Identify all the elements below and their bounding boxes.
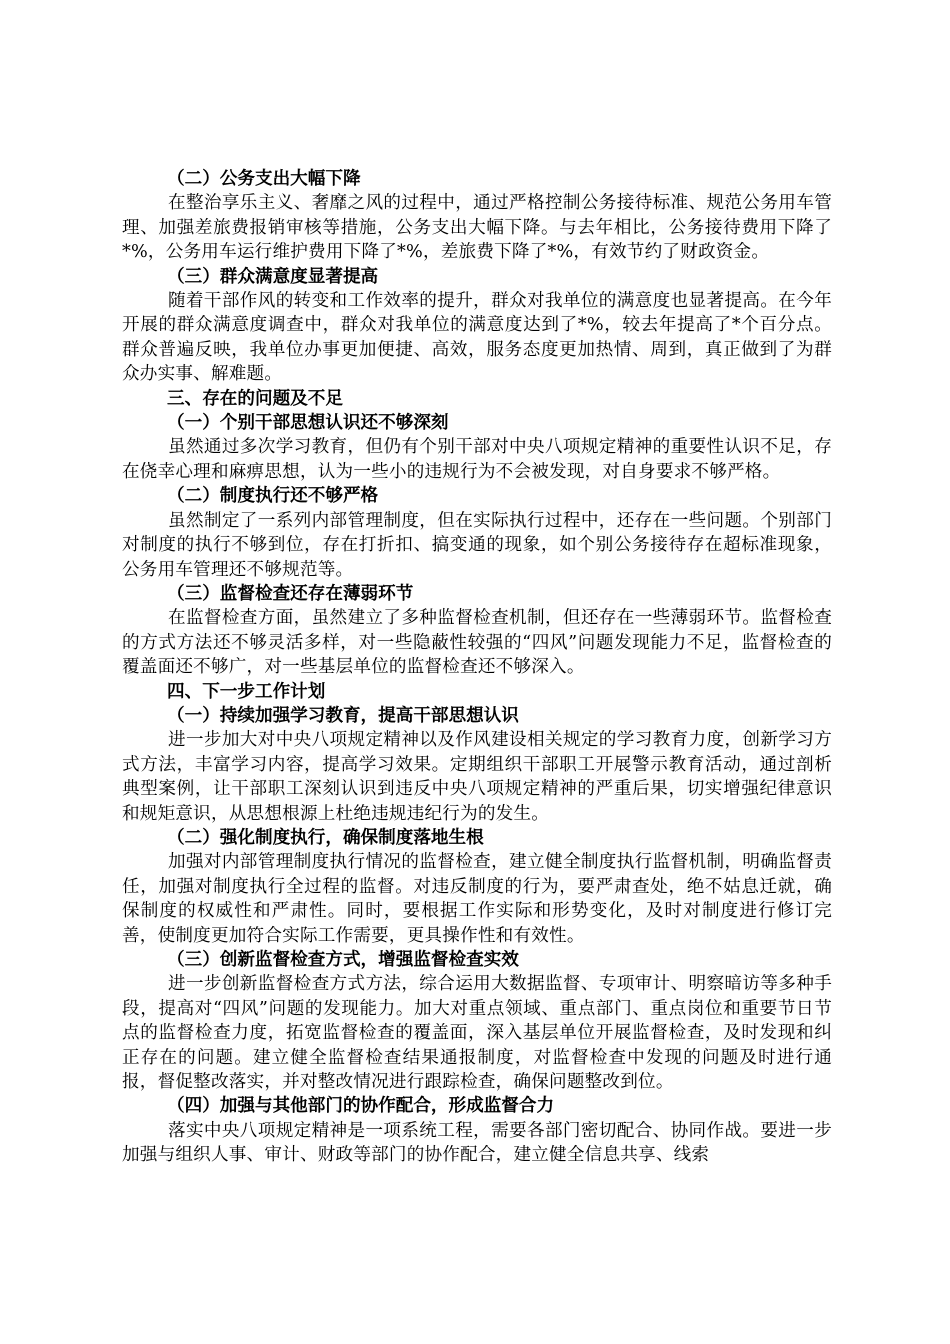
subheading: （一）持续加强学习教育，提高干部思想认识 (167, 704, 519, 726)
subheading: （一）个别干部思想认识还不够深刻 (167, 412, 449, 434)
section-heading: 三、存在的问题及不足 (167, 387, 343, 409)
subheading: （三）监督检查还存在薄弱环节 (167, 582, 414, 604)
paragraph: 落实中央八项规定精神是一项系统工程，需要各部门密切配合、协同作战。要进一步加强与组织人事、审计、财政等部门的协作配合，建立健全信息共享、线索 (122, 1120, 832, 1166)
paragraph: 虽然通过多次学习教育，但仍有个别干部对中央八项规定精神的重要性认识不足，存在侥幸心理和麻痹思想，认为一些小的违规行为不会被发现，对自身要求不够严格。 (122, 437, 832, 482)
paragraph: 加强对内部管理制度执行情况的监督检查，建立健全制度执行监督机制，明确监督责任，加强对制度执行全过程的监督。对违反制度的行为，要严肃查处，绝不姑息迁就，确保制度的权威性和严肃性。同时，要根据工作实际和形势变化，及时对制度进行修订完善，使制度更加符合实际工作需要，更具操作性和有效性。 (122, 852, 832, 946)
paragraph: 虽然制定了一系列内部管理制度，但在实际执行过程中，还存在一些问题。个别部门对制度的执行不够到位，存在打折扣、搞变通的现象，如个别公务接待存在超标准现象，公务用车管理还不够规范等。 (122, 510, 832, 580)
paragraph: 进一步创新监督检查方式方法，综合运用大数据监督、专项审计、明察暗访等多种手段，提高对“四风”问题的发现能力。加大对重点领域、重点部门、重点岗位和重要节日节点的监督检查力度，拓宽监督检查的覆盖面，深入基层单位开展监督检查，及时发现和纠正存在的问题。建立健全监督检查结果通报制度，对监督检查中发现的问题及时进行通报，督促整改落实，并对整改情况进行跟踪检查，确保问题整改到位。 (122, 974, 832, 1093)
paragraph: 进一步加大对中央八项规定精神以及作风建设相关规定的学习教育力度，创新学习方式方法，丰富学习内容，提高学习效果。定期组织干部职工开展警示教育活动，通过剖析典型案例，让干部职工深刻认识到违反中央八项规定精神的严重后果，切实增强纪律意识和规矩意识，从思想根源上杜绝违规违纪行为的发生。 (122, 730, 832, 824)
subheading: （四）加强与其他部门的协作配合，形成监督合力 (167, 1095, 555, 1117)
subheading: （三）群众满意度显著提高 (167, 265, 379, 287)
subheading: （二）制度执行还不够严格 (167, 485, 379, 507)
subheading: （二）强化制度执行，确保制度落地生根 (167, 826, 484, 848)
document-body (122, 167, 832, 1168)
subheading: （三）创新监督检查方式，增强监督检查实效 (167, 949, 519, 970)
section-heading: 四、下一步工作计划 (167, 680, 326, 702)
paragraph: 在整治享乐主义、奢靡之风的过程中，通过严格控制公务接待标准、规范公务用车管理、加强差旅费报销审核等措施，公务支出大幅下降。与去年相比，公务接待费用下降了*%，公务用车运行维护费用下降了*%，差旅费下降了*%，有效节约了财政资金。 (122, 193, 832, 263)
subheading: （二）公务支出大幅下降 (167, 168, 361, 189)
paragraph: 随着干部作风的转变和工作效率的提升，群众对我单位的满意度也显著提高。在今年开展的群众满意度调查中，群众对我单位的满意度达到了*%，较去年提高了*个百分点。群众普遍反映，我单位办事更加便捷、高效，服务态度更加热情、周到，真正做到了为群众办实事、解难题。 (122, 291, 832, 385)
paragraph: 在监督检查方面，虽然建立了多种监督检查机制，但还存在一些薄弱环节。监督检查的方式方法还不够灵活多样，对一些隐蔽性较强的“四风”问题发现能力不足，监督检查的覆盖面还不够广，对一些基层单位的监督检查还不够深入。 (122, 608, 832, 678)
